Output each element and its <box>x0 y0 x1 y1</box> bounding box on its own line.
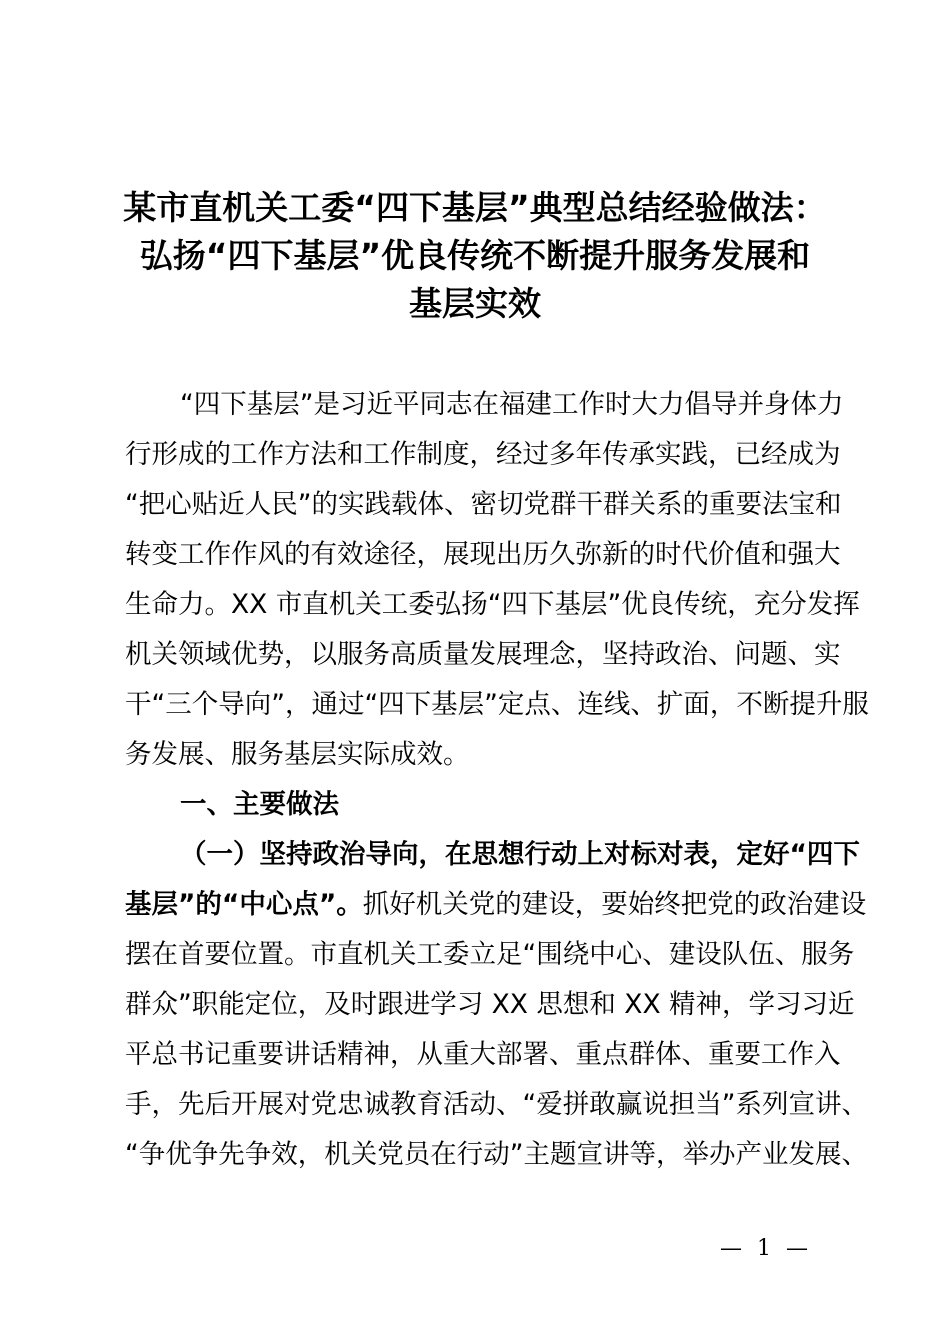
section-text: 抓好机关党的建设，要始终把党的政治建设 <box>362 889 867 920</box>
section-line: “争优争先争效，机关党员在行动”主题宣讲等，举办产业发展、 <box>125 1139 868 1170</box>
section-line: 手，先后开展对党忠诚教育活动、“爱拼敢赢说担当”系列宣讲、 <box>125 1089 868 1120</box>
section-heading: 一、主要做法 <box>180 789 339 820</box>
intro-line: 转变工作作风的有效途径，展现出历久弥新的时代价值和强大 <box>125 539 841 570</box>
intro-line: 机关领域优势，以服务高质量发展理念，坚持政治、问题、实 <box>125 639 841 670</box>
intro-line: “四下基层”是习近平同志在福建工作时大力倡导并身体力 <box>180 389 844 420</box>
title-line-2: 弘扬“四下基层”优良传统不断提升服务发展和 <box>139 236 811 275</box>
intro-line: 生命力。XX 市直机关工委弘扬“四下基层”优良传统，充分发挥 <box>125 589 860 620</box>
subsection-heading-end: 基层”的“中心点”。 <box>125 889 363 920</box>
page-number: — 1 — <box>720 1236 812 1261</box>
intro-line: “把心贴近人民”的实践载体、密切党群干群关系的重要法宝和 <box>125 489 842 520</box>
section-line: 群众”职能定位，及时跟进学习 XX 思想和 XX 精神，学习习近 <box>125 989 855 1020</box>
title-line-1: 某市直机关工委“四下基层”典型总结经验做法： <box>123 188 827 227</box>
section-line: 摆在首要位置。市直机关工委立足“围绕中心、建设队伍、服务 <box>125 939 855 970</box>
title-line-3: 基层实效 <box>409 284 541 323</box>
intro-line: 行形成的工作方法和工作制度，经过多年传承实践，已经成为 <box>125 439 841 470</box>
subsection-heading: （一）坚持政治导向，在思想行动上对标对表，定好“四下 <box>180 839 860 870</box>
section-line: 平总书记重要讲话精神，从重大部署、重点群体、重要工作入 <box>125 1039 841 1070</box>
intro-line: 干“三个导向”，通过“四下基层”定点、连线、扩面，不断提升服 <box>125 689 869 720</box>
section-line <box>125 880 867 930</box>
intro-line: 务发展、服务基层实际成效。 <box>125 739 470 770</box>
